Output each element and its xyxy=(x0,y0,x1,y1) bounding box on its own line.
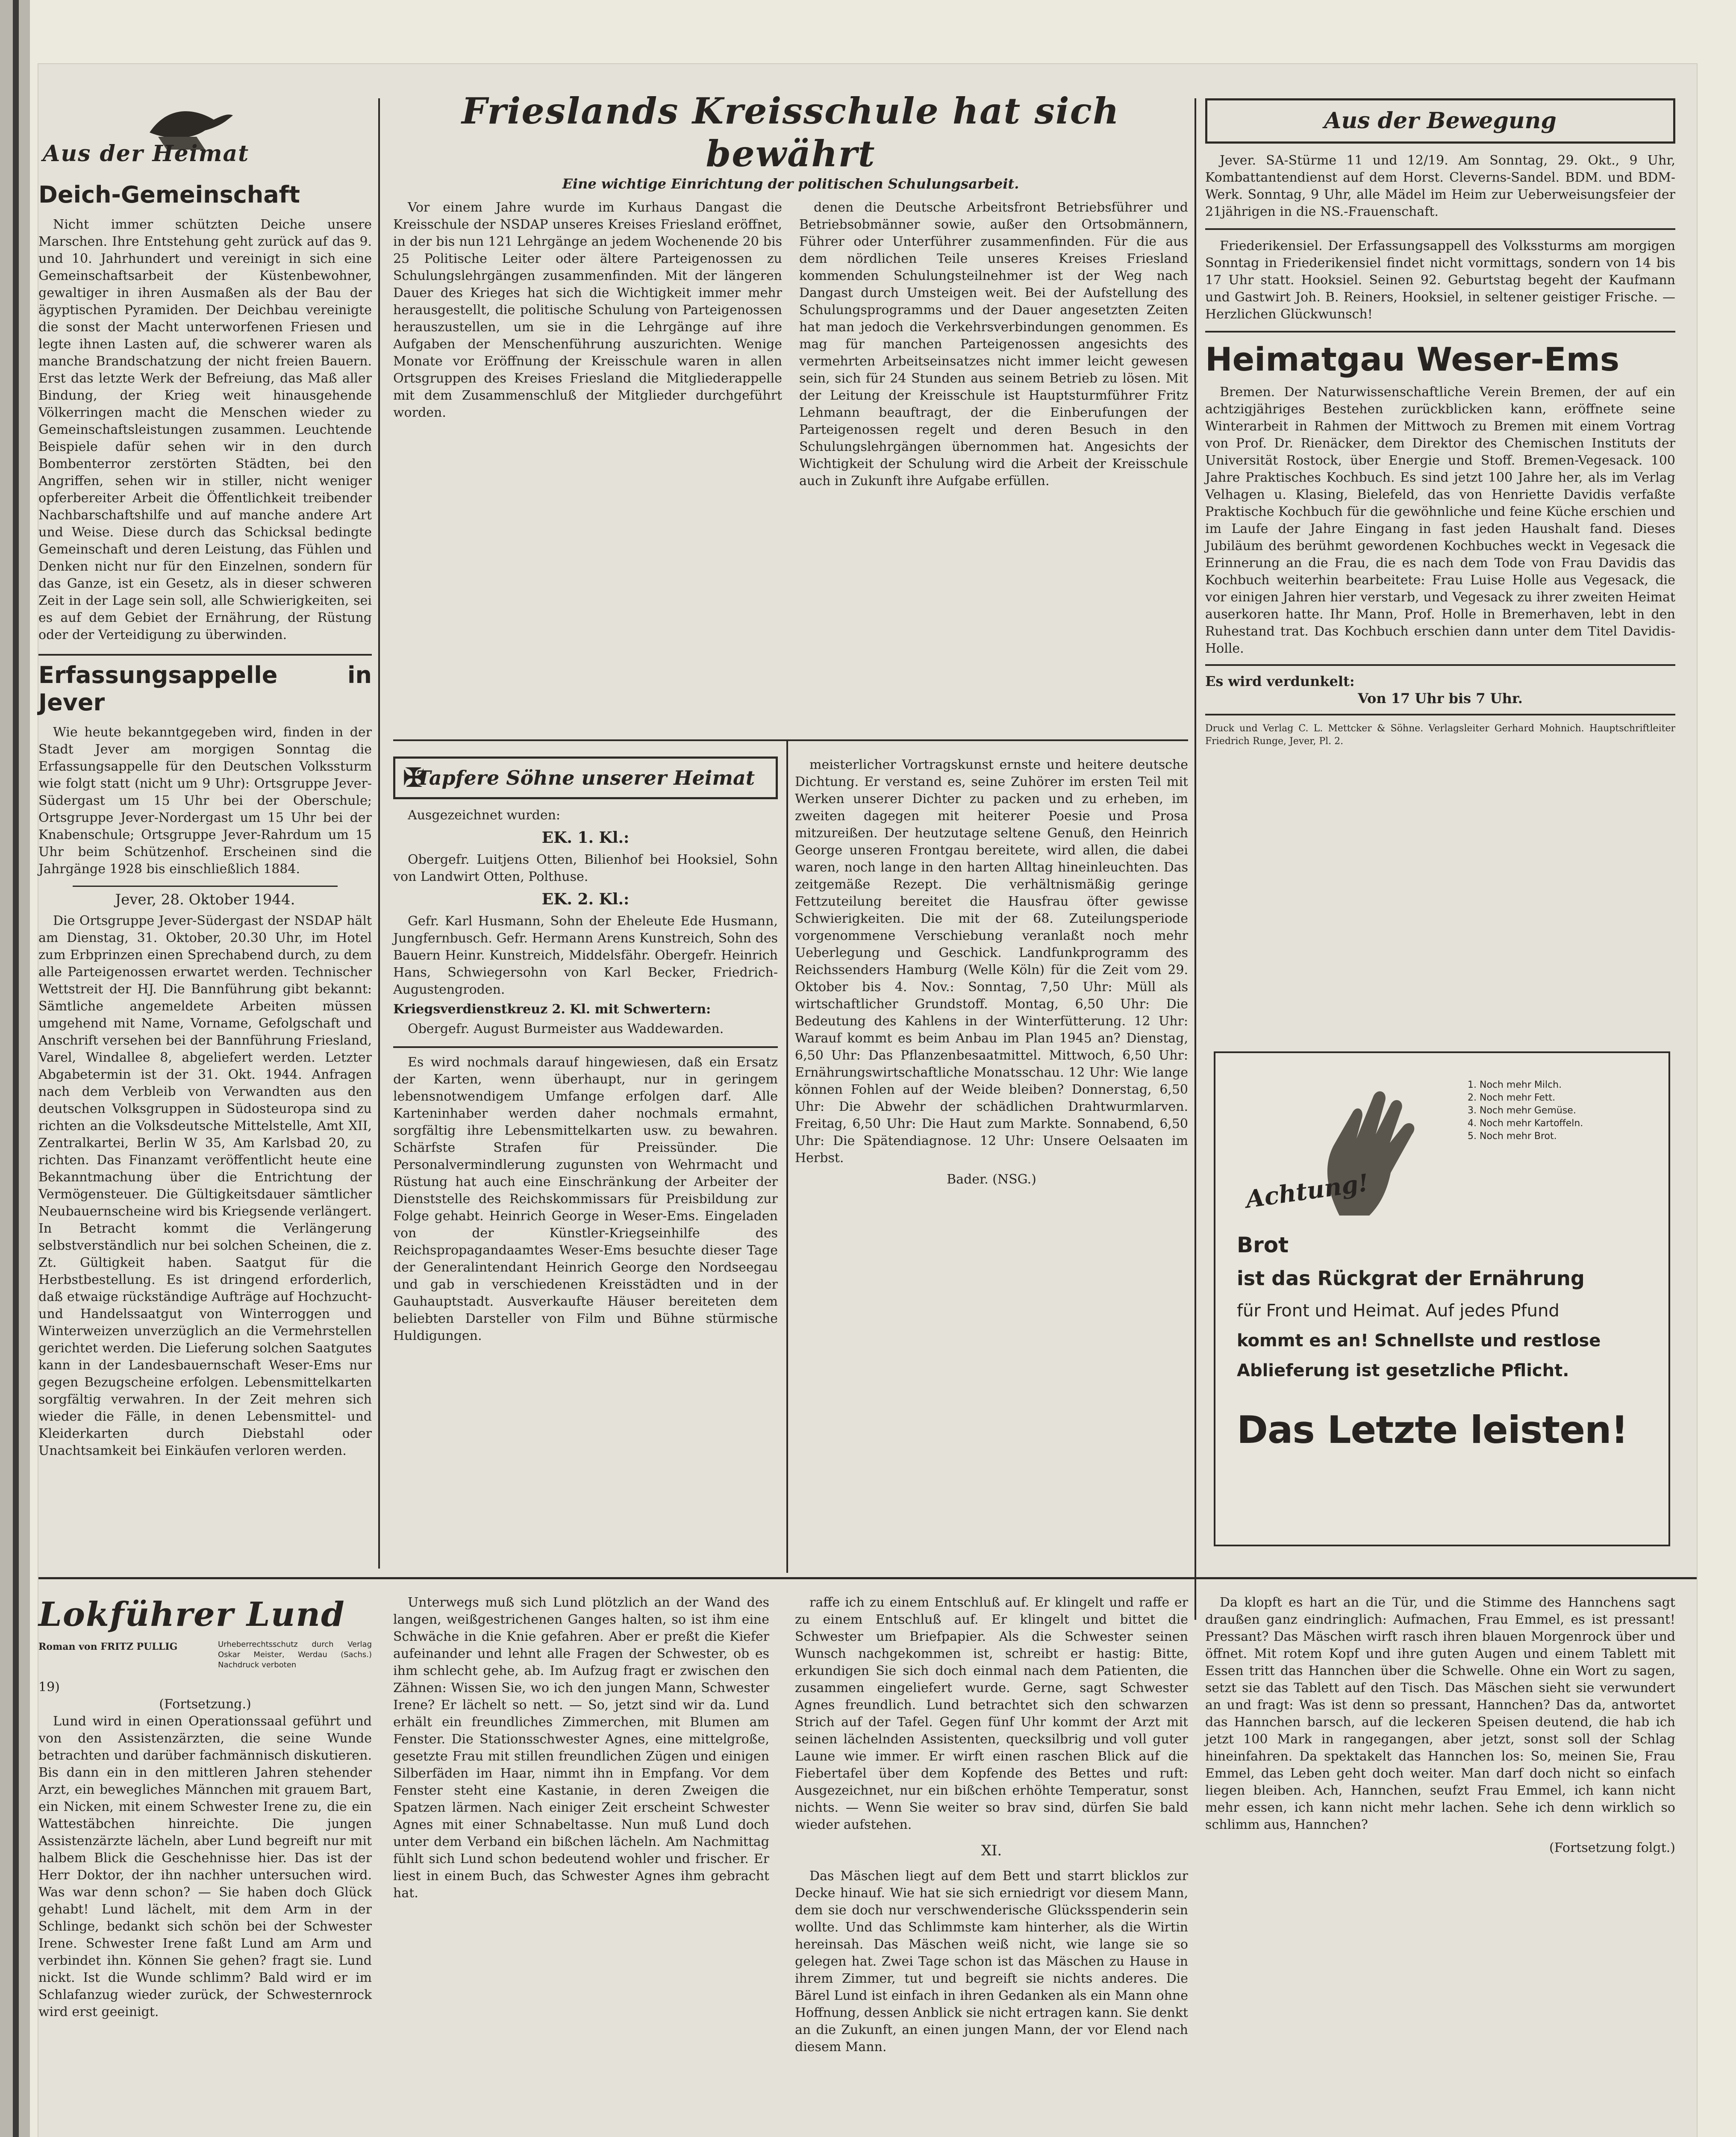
serial-author: Roman von FRITZ PULLIG xyxy=(38,1641,178,1652)
middle-lower-right xyxy=(795,756,1188,1188)
chapter-number: 19) xyxy=(38,1680,60,1695)
kvk-text: Obergefr. August Burmeister aus Waddewarden. xyxy=(408,1021,724,1036)
left-column xyxy=(38,90,372,1462)
divider xyxy=(1205,331,1675,333)
column-rule-mid-lower xyxy=(786,739,788,1573)
serial-continuation: (Fortsetzung.) xyxy=(159,1697,251,1712)
article-erfassung: Wie heute bekanntgegeben wird, finden in der Stadt Jever am morgigen Sonntag die Erfassungsappelle für den Deutschen Volkssturm wie folgt statt (nicht um 9 Uhr): Ortsgruppe Jever-Südergast um 15 Uhr bei der Oberschule; Ortsgruppe Jever-Nordergast um 15 Uhr bei der Knabenschule; Ortsgruppe Jever-Rahrdum um 15 Uhr beim Schützenhof. Erscheinen sind die Jahrgänge 1928 bis einschließlich 1884. xyxy=(38,725,372,877)
divider xyxy=(393,1046,778,1048)
ad-line2: für Front und Heimat. Auf jedes Pfund xyxy=(1237,1301,1559,1321)
middle-lower-left xyxy=(393,756,778,1347)
article-schule-a: Vor einem Jahre wurde im Kurhaus Dangast die Kreisschule der NSDAP unseres Kreises Friesland eröffnet, in der bis nun 121 Lehrgänge an jedem Wochenende 20 bis 25 Politische Leiter oder ältere Parteigenossen zu Schulungslehrgängen zusammenfinden. Mit der längeren Dauer des Krieges hat sich die Wichtigkeit immer mehr herausgestellt, die politische Schulung von Parteigenossen herauszustellen, um sie in die Lehrgänge auf ihre Aufgaben der Menschenführung auszurichten. Wenige Monate vor Eröffnung der Kreisschule waren in allen Ortsgruppen des Kreises Friesland die Mitgliederappelle mit dem Zusammenschluß der Mitglieder durchgeführt worden. xyxy=(393,200,782,420)
ad-slogan: Das Letzte leisten! xyxy=(1237,1408,1628,1452)
serial-text-5: Da klopft es hart an die Tür, und die Stimme des Hannchens sagt draußen ganz eindringlich: Aufmachen, Frau Emmel, es ist pressant! Pressant? Das Mäschen wirft rasch ihren blauen Morgenrock über und öffnet. Mit rotem Kopf und ihre guten Augen und einem Tablett mit Essen tritt das Hannchen über die Schwelle. Ohne ein Wort zu sagen, setzt sie das Tablett auf den Tisch. Das Mäschen sieht sie verwundert an und fragt: Was ist denn so pressant, Hannchen? Das da, antwortet das Hannchen barsch, auf die leckeren Speisen deutend, die hab ich jetzt 100 Mark in rangegangen, aber jetzt, sonst soll der Schlag hineinfahren. Da spektakelt das Hannchen los: So, meinen Sie, Frau Emmel, das Leben geht doch weiter. Man darf doch nicht so einfach liegen bleiben. Ach, Hannchen, seufzt Frau Emmel, ich kann nicht mehr essen, ich kann nicht mehr lachen. Sehe ich denn wirklich so schlimm aus, Hannchen? xyxy=(1205,1595,1675,1832)
serial-text-1: Lund wird in einen Operationssaal geführt und von den Assistenzärzten, die seine Wunde betrachten und darüber fachmännisch diskutieren. Bis dann ein in den mittleren Jahren stehender Arzt, ein bewegliches Männchen mit grauem Bart, ein Nicken, mit einem Schwester Irene zu, die ein Wattestäbchen hinreichte. Die jungen Assistenzärzte lächeln, aber Lund begreift nur mit halbem Blick die Geschehnisse hier. Das ist der Herr Doktor, der ihn nachher untersuchen wird. Was war denn schon? — Sie haben doch Glück gehabt! Lund lächelt, mit dem Arm in der Schlinge, bedankt sich schön bei der Schwester Irene. Schwester Irene faßt Lund am Arm und verbindet ihn. Können Sie gehen? fragt sie. Lund nickt. Ist die Wunde schlimm? Bald wird er im Schlafanzug wieder zurück, der Schwesternrock wird erst geeinigt. xyxy=(38,1714,372,2019)
byline: Bader. (NSG.) xyxy=(947,1172,1036,1187)
chapter-xi: XI. xyxy=(981,1842,1002,1859)
right-half-text: meisterlicher Vortragskunst ernste und heitere deutsche Dichtung. Er verstand es, seine Zuhörer im ersten Teil mit Werken unserer Dichter zu packen und zu erheben, im zweiten dagegen mit heiterer Poesie und Prosa mitzureißen. Der heutzutage seltene Genuß, den Heinrich George unseren Frontgau bereitete, wird allen, die dabei waren, noch lange in den harten Alltag hineinleuchten. Das zeitgemäße Rezept. Die verhältnismäßig geringe Fettzuteilung bereitet die Hausfrau öfter gewisse Schwierigkeiten. Die mit der 68. Zuteilungsperiode vorgenommene Verschiebung veranlaßt noch mehr Ueberlegung und Geschick. Landfunkprogramm des Reichssenders Hamburg (Welle Köln) für die Zeit vom 29. Oktober bis 4. Nov.: Sonntag, 7,50 Uhr: Müll als wirtschaftlicher Grundstoff. Montag, 6,50 Uhr: Die Bedeutung des Kahlens in der Winterfütterung. 12 Uhr: Warauf kommt es beim Anbau im Plan 1945 an? Dienstag, 6,50 Uhr: Das Pflanzenbesaatmittel. Mittwoch, 6,50 Uhr: Ernährungswirtschaftliche Monatsschau. 12 Uhr: Wie lange können Fohlen auf der Weide bleiben? Donnerstag, 6,50 Uhr: Die Abwehr der schädlichen Drahtwurmlarven. Freitag, 6,50 Uhr: Die Haut zum Markte. Sonnabend, 6,50 Uhr: Die Spätendiagnose. 12 Uhr: Unsere Oelsaaten im Herbst. xyxy=(795,757,1188,1166)
headline-schule: Frieslands Kreisschule hat sich bewährt xyxy=(462,90,1120,175)
divider xyxy=(1205,714,1675,715)
ad-line3: kommt es an! Schnellste und restlose xyxy=(1237,1331,1601,1351)
heimat-logo xyxy=(38,90,372,175)
section-logo-text: Aus der Heimat xyxy=(43,141,250,167)
article-deich: Nicht immer schützten Deiche unsere Marschen. Ihre Entstehung geht zurück auf das 9. und 10. Jahrhundert und vereinigt in sich eine Gemeinschaftsarbeit der Küstenbewohner, gewaltiger in ihren Ausmaßen als der Bau der ägyptischen Pyramiden. Der Deichbau vereinigte die sonst der Macht unterworfenen Friesen und legte ihnen Lasten auf, die schwerer waren als manche Brandschatzung der nicht freien Bauern. Erst das letzte Werk der Befreiung, das Maß aller Bindung, der Krieg weit hinausgehende Völkerringen macht die Menschen wieder zu Gemeinschaftsleistungen zusammen. Leuchtende Beispiele dafür sehen wir in den durch Bombenterror zerstörten Städten, bei den Angriffen, sehen wir in stiller, nicht weniger opferbereiter Arbeit die Öffentlichkeit treibender Nachbarschaftshilfe und auf manche andere Art und Weise. Diese durch das Schicksal bedingte Gemeinschaft und deren Leistung, das Fühlen und Denken nicht nur für den Einzelnen, sondern für das Ganze, ist ein Gesetz, als in dieser schweren Zeit in der Lage sein soll, alle Schwierigkeiten, sei es auf dem Gebiet der Ernährung, der Rüstung oder der Verteidigung zu überwinden. xyxy=(38,217,372,642)
to-be-continued: (Fortsetzung folgt.) xyxy=(1549,1840,1675,1855)
binding-shadow xyxy=(13,0,19,2137)
serial-text-4: Das Mäschen liegt auf dem Bett und starrt blicklos zur Decke hinauf. Wie hat sie sich erniedrigt vor diesem Mann, dem sie doch nur verschwenderische Glücksspenderin sein wollte. Und das Schlimmste kam hinterher, als die Wirtin hereinsah. Das Mäschen weiß nicht, wie lange sie so gelegen hat. Zwei Tage schon ist das Mäschen zu Hause in ihrem Zimmer, tut und begreift sie nichts anderes. Die Bärel Lund ist einfach in ihren Gedanken als ein Mann ohne Hoffnung, dessen Anblick sie nicht ertragen kann. Sie denkt an die Zukunft, an einen jungen Mann, der vor Elend nach diesem Mann. xyxy=(795,1869,1188,2055)
ad-line4: Ablieferung ist gesetzliche Pflicht. xyxy=(1237,1361,1569,1381)
divider xyxy=(38,654,372,656)
serial-col-2 xyxy=(393,1594,769,1904)
right-column xyxy=(1205,98,1675,748)
gau-text: Bremen. Der Naturwissenschaftliche Verein Bremen, der auf ein achtzigjähriges Bestehen zurückblicken kann, eröffnete seine Winterarbeit in Rahmen der Mittwoch zu Bremen mit einem Vortrag von Prof. Dr. Rienäcker, dem Direktor des Chemischen Instituts der Universität Rostock, über Energie und Stoff. Bremen-Vegesack. 100 Jahre Praktisches Kochbuch. Es sind jetzt 100 Jahre her, als im Verlag Velhagen u. Klasing, Bielefeld, das von Henriette Davidis verfaßte Praktische Kochbuch für die gewöhnliche und feine Küche erschien und im Laufe der Jahre Eingang in fast jeden Haushalt fand. Dieses Jubiläum des berühmt gewordenen Kochbuches weckt in Vegesack die Erinnerung an die Frau, die es nach dem Tode von Frau Davidis das Kochbuch weiterhin bearbeitete: Frau Luise Holle aus Vegesack, die vor einigen Jahren hier verstarb, und Vegesack zu ihrer zweiten Heimat auserkoren hatte. Ihr Mann, Prof. Holle in Bremerhaven, lebt in den Ruhestand trat. Das Kochbuch erschien dann unter dem Titel Davidis-Holle. xyxy=(1205,385,1675,656)
subhead-schule: Eine wichtige Einrichtung der politischen Schulungsarbeit. xyxy=(562,176,1019,192)
ad-list-item: 1. Noch mehr Milch. xyxy=(1468,1080,1562,1090)
newspaper-page xyxy=(38,64,1697,2137)
kvk-label: Kriegsverdienstkreuz 2. Kl. mit Schwertern: xyxy=(393,1002,711,1017)
verdunkelt-time: Von 17 Uhr bis 7 Uhr. xyxy=(1358,690,1523,706)
ek2-text: Gefr. Karl Husmann, Sohn der Eheleute Ede Husmann, Jungfernbusch. Gefr. Hermann Arens Kunstreich, Sohn des Bauern Heinr. Kunstreich, Middelsfähr. Obergefr. Heinrich Hans, Schwiegersohn von Karl Becker, Friedrich-Augustengroden. xyxy=(393,914,778,997)
imprint: Druck und Verlag C. L. Mettcker & Söhne. Verlagsleiter Gerhard Mohnich. Hauptschriftleiter Friedrich Runge, Jever, Pl. 2. xyxy=(1205,723,1675,747)
gau-title: Heimatgau Weser-Ems xyxy=(1205,340,1620,378)
notes-text: Es wird nochmals darauf hingewiesen, daß ein Ersatz der Karten, wenn überhaupt, nur in geringem lebensnotwendigem Umfange erfolgen darf. Alle Karteninhaber werden daher nochmals ermahnt, sorgfältig ihre Lebensmittelkarten usw. zu bewahren. Schärfste Strafen für Preissünder. Die Personalvermindlerung zugunsten von Wehrmacht und Rüstung hat auch eine Einschränkung der Arbeiter der Dienststelle des Reichskommissars für Preisbildung zur Folge gehabt. Heinrich George in Weser-Ems. Eingeladen von der Künstler-Kriegseinhilfe des Reichspropagandaamtes Weser-Ems besuchte dieser Tage der Generalintendant Heinrich George den Nordseegau und gab in verschiedenen Kreisstädten und in der Gauhauptstadt. Ausverkaufte Häuser bereiteten dem beliebten Darsteller von Film und Bühne stürmische Huldigungen. xyxy=(393,1055,778,1343)
horizontal-rule-serial xyxy=(38,1577,1697,1579)
ad-list-item: 2. Noch mehr Fett. xyxy=(1468,1092,1556,1103)
ek2-label: EK. 2. Kl.: xyxy=(541,890,630,908)
ad-list xyxy=(1468,1079,1583,1143)
ad-list-item: 4. Noch mehr Kartoffeln. xyxy=(1468,1118,1583,1129)
box-soehne xyxy=(393,756,778,799)
article-news: Die Ortsgruppe Jever-Südergast der NSDAP hält am Dienstag, 31. Oktober, 20.30 Uhr, im Hotel zum Erbprinzen einen Sprechabend durch, zu dem alle Parteigenossen erwartet werden. Technischer Wettstreit der HJ. Die Bannführung gibt bekannt: Sämtliche angemeldete Arbeiten müssen umgehend mit Name, Vorname, Gefolgschaft und Anschrift versehen bei der Bannführung Friesland, Varel, Windallee 8, abgeliefert werden. Letzter Abgabetermin ist der 31. Okt. 1944. Anfragen nach dem Verbleib von Verwandten aus den deutschen Volksgruppen in Südosteuropa sind zu richten an die Volksdeutsche Mittelstelle, Amt XII, Zentralkartei, Berlin W 35, Am Karlsbad 20, zu richten. Das Finanzamt veröffentlicht heute eine Bekanntmachung über die Entrichtung der Vermögensteuer. Die Gültigkeitsdauer sämtlicher Neubauernscheine wird bis Kriegsende verlängert. In Betracht kommt die Verlängerung selbstverständlich nur bei solchen Scheinen, die z. Zt. Gültigkeit haben. Saatgut für die Herbstbestellung. Es ist dringend erforderlich, daß etwaige rückständige Aufträge auf Hochzucht- und Handelssaatgut von Winterroggen und Winterweizen unverzüglich an die Vermehrstellen gerichtet werden. Die Lieferung solchen Saatgutes kann in der Landesbauernschaft Weser-Ems nur gegen Bezugscheine erfolgen. Lebensmittelkarten sorgfältig verwahren. In der Zeit mehren sich wieder die Fälle, in denen Lebensmittel- und Kleiderkarten durch Diebstahl oder Unachtsamkeit bei Einkäufen verloren werden. xyxy=(38,913,372,1458)
middle-column xyxy=(393,90,1188,490)
ek1-label: EK. 1. Kl.: xyxy=(541,829,630,847)
article-schule-b: denen die Deutsche Arbeitsfront Betriebsführer und Betriebsobmänner sowie, außer den Ortsobmännern, Führer oder Unterführer zusammenfinden. Für die aus dem nördlichen Teile unseres Kreises Friesland kommenden Schulungsteilnehmer ist der Weg nach Dangast durch Umsteigen weit. Bei der Aufstellung des Schulungsprogramms und der Dauer angesetzten Zeiten hat man jedoch die Verkehrsverbindungen genommen. Es mag für manchen Parteigenossen angesichts des vermehrten Arbeitseinsatzes nicht immer leicht gewesen sein, sich für 24 Stunden aus seinem Betrieb zu lösen. Mit der Leitung der Kreisschule ist Hauptsturmführer Fritz Lehmann beauftragt, der die Einberufungen der Parteigenossen regelt und deren Besuch in den Schulungslehrgängen übernommen hat. Angesichts der Wichtigkeit der Schulung wird die Arbeit der Kreisschule auch in Zukunft ihre Aufgabe erfüllen. xyxy=(799,200,1188,489)
serial-title: Lokführer Lund xyxy=(38,1595,345,1634)
dateline: Jever, 28. Oktober 1944. xyxy=(115,891,295,908)
ad-line1: ist das Rückgrat der Ernährung xyxy=(1237,1267,1585,1290)
advert-brot xyxy=(1214,1051,1670,1546)
divider xyxy=(73,886,338,887)
serial-col-1 xyxy=(38,1594,372,2023)
verdunkelt-label: Es wird verdunkelt: xyxy=(1205,673,1355,689)
box-soehne-title: Tapfere Söhne unserer Heimat xyxy=(416,766,755,789)
bewegung-text: Jever. SA-Stürme 11 und 12/19. Am Sonntag, 29. Okt., 9 Uhr, Kombattantendienst auf dem Horst. Cleverns-Sandel. BDM. und BDM-Werk. Sonntag, 9 Uhr, alle Mädel im Heim zur Ueberweisungsfeier der 21jährigen in die NS.-Frauenschaft. xyxy=(1205,153,1675,219)
serial-text-3: raffe ich zu einem Entschluß auf. Er klingelt und raffe er zu einem Entschluß auf. Er klingelt und bittet die Schwester um Briefpapier. Als die Schwester seinen Wunsch nachgekommen ist, schreibt er hastig: Bitte, erkundigen Sie sich doch einmal nach dem Patienten, die zusammen eingeliefert wurde. Gerne, sagt Schwester Agnes freundlich. Lund betrachtet sich den schwarzen Strich auf der Tafel. Gegen fünf Uhr kommt der Arzt mit seinen lächelnden Assistenten, quecksilbrig und voll guter Laune wie immer. Er wirft einen raschen Blick auf die Fiebertafel über dem Kopfende des Bettes und ruft: Ausgezeichnet, nur ein bißchen erhöhte Temperatur, sonst nichts. — Wenn Sie weiter so brav sind, dürfen Sie bald wieder aufstehen. xyxy=(795,1595,1188,1832)
headline-erfassung: Erfassungsappelle in Jever xyxy=(38,662,372,716)
serial-col-4 xyxy=(1205,1594,1675,1857)
serial-text-2: Unterwegs muß sich Lund plötzlich an der Wand des langen, weißgestrichenen Ganges halten, so ist ihm eine Schwäche in die Knie gefahren. Aber er preßt die Kiefer aufeinander und lehnt alle Fragen der Schwester, ob es ihm schlecht gehe, ab. Im Aufzug fragt er zwischen den Zähnen: Wissen Sie, wo ich den jungen Mann, Schwester Irene? Er lächelt so nett. — So, jetzt sind wir da. Lund erhält ein freundliches Zimmerchen, mit Blumen am Fenster. Die Stationsschwester Agnes, eine mittelgroße, gesetzte Frau mit stillen freundlichen Zügen und einigen Silberfäden im Haar, nimmt ihn in Empfang. Vor dem Fenster steht eine Kastanie, in deren Zweigen die Spatzen lärmen. Nach einiger Zeit erscheint Schwester Agnes mit einer Schnabeltasse. Nun muß Lund doch unter dem Verband ein bißchen lächeln. Am Nachmittag fühlt sich Lund schon bedeutend wohler und frischer. Er liest in einem Buch, das Schwester Agnes ihm gebracht hat. xyxy=(393,1595,769,1901)
serial-col-3 xyxy=(795,1594,1188,2058)
ad-brot: Brot xyxy=(1237,1233,1289,1257)
iron-cross-icon: ✠ xyxy=(403,763,425,793)
column-rule-left xyxy=(378,98,380,1569)
ek1-text: Obergefr. Luitjens Otten, Bilienhof bei Hooksiel, Sohn von Landwirt Otten, Polthuse. xyxy=(393,852,778,884)
ad-list-item: 5. Noch mehr Brot. xyxy=(1468,1131,1557,1142)
divider xyxy=(1205,664,1675,666)
divider xyxy=(1205,228,1675,230)
horizontal-rule-middle xyxy=(393,739,1188,741)
serial-copyright: Urheberrechtsschutz durch Verlag Oskar Meister, Werdau (Sachs.) Nachdruck verboten xyxy=(218,1640,372,1669)
bewegung-text-b: Friederikensiel. Der Erfassungsappell des Volkssturms am morgigen Sonntag in Friederikensiel findet nicht vormittags, sondern von 14 bis 17 Uhr statt. Hooksiel. Seinen 92. Geburtstag begeht der Kaufmann und Gastwirt Joh. B. Reiners, Hooksiel, in seltener geistiger Frische. — Herzlichen Glückwunsch! xyxy=(1205,238,1675,322)
awards-intro: Ausgezeichnet wurden: xyxy=(408,808,561,823)
box-bewegung: Aus der Bewegung xyxy=(1205,98,1675,144)
ad-achtung: Achtung! xyxy=(1244,1169,1371,1214)
ad-list-item: 3. Noch mehr Gemüse. xyxy=(1468,1105,1576,1116)
headline-deich: Deich-Gemeinschaft xyxy=(38,181,300,208)
column-rule-right xyxy=(1195,98,1196,1620)
